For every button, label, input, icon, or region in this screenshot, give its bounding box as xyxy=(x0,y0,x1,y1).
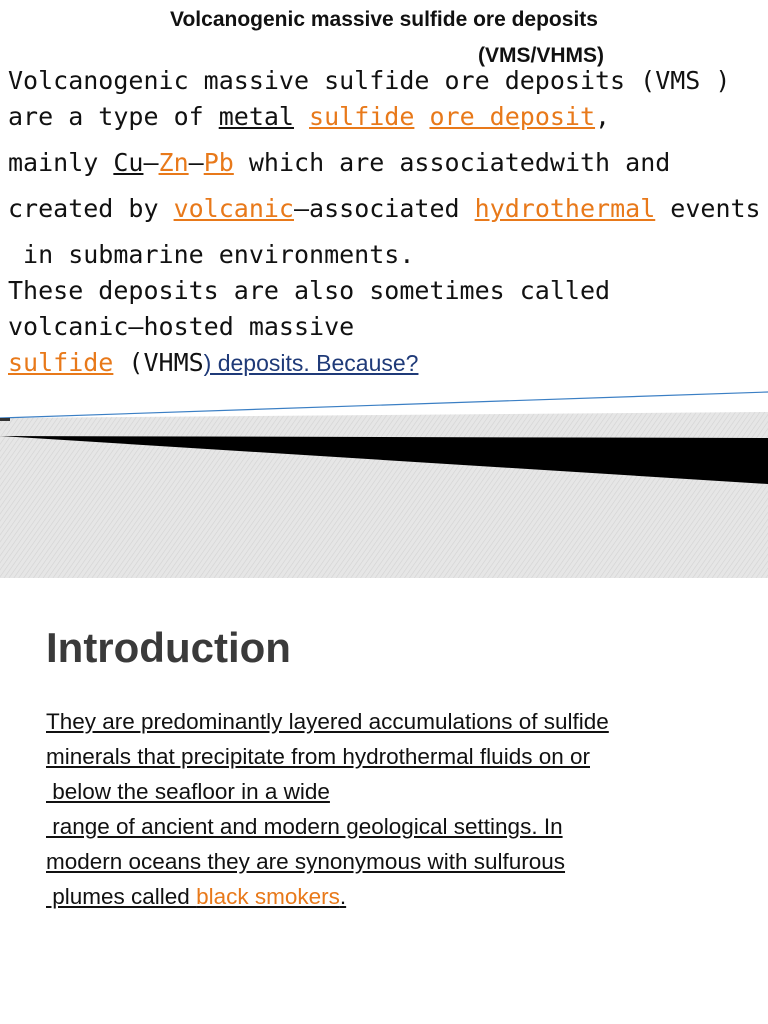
slide-title: Volcanogenic massive sulfide ore deposits xyxy=(170,8,598,31)
link-deposits-because[interactable]: ) deposits. Because? xyxy=(203,350,419,376)
text-line-8 xyxy=(8,348,418,377)
link-volcanic[interactable]: volcanic xyxy=(173,194,294,223)
body-line-5: modern oceans they are synonymous with sulfurous xyxy=(46,849,566,874)
body-line-6 xyxy=(46,884,346,910)
text-line-7: volcanic–hosted massive xyxy=(8,312,355,341)
text-segment: events xyxy=(655,194,761,223)
link-black-smokers[interactable]: black smokers xyxy=(196,884,340,909)
text-segment: – xyxy=(188,148,204,177)
link-ore-deposit[interactable]: ore deposit xyxy=(429,102,596,131)
text-segment xyxy=(414,102,429,131)
text-segment: created by xyxy=(8,194,174,223)
text-line-1: Volcanogenic massive sulfide ore deposits (VMS ) xyxy=(8,66,731,95)
link-zn[interactable]: Zn xyxy=(158,148,189,177)
text-line-3 xyxy=(8,148,670,177)
link-metal[interactable]: metal xyxy=(218,102,294,131)
link-sulfide-2[interactable]: sulfide xyxy=(8,348,114,377)
text-segment: – xyxy=(143,148,159,177)
text-segment xyxy=(294,102,309,131)
text-segment: (VHMS xyxy=(113,348,204,377)
slide-title-acronym: (VMS/VHMS) xyxy=(478,44,604,67)
text-line-4 xyxy=(8,194,761,223)
text-line-5: in submarine environments. xyxy=(8,240,415,269)
text-segment: plumes called xyxy=(46,884,197,909)
slide-separator-band xyxy=(0,388,768,578)
link-hydrothermal[interactable]: hydrothermal xyxy=(474,194,656,223)
body-line-4: range of ancient and modern geological settings. In xyxy=(46,814,563,839)
text-line-6: These deposits are also sometimes called xyxy=(8,276,611,305)
band-mark xyxy=(0,418,10,421)
text-segment: are a type of xyxy=(8,102,219,131)
section-heading: Introduction xyxy=(46,624,291,671)
text-segment: . xyxy=(339,884,347,909)
link-sulfide[interactable]: sulfide xyxy=(309,102,415,131)
text-segment: , xyxy=(595,102,611,131)
text-segment: which are associatedwith and xyxy=(233,148,671,177)
body-line-3: below the seafloor in a wide xyxy=(46,779,330,804)
text-segment: mainly xyxy=(8,148,114,177)
text-segment: –associated xyxy=(294,194,475,223)
text-line-2 xyxy=(8,102,610,131)
body-line-2: minerals that precipitate from hydrothermal fluids on or xyxy=(46,744,590,769)
link-cu[interactable]: Cu xyxy=(113,148,144,177)
body-line-1: They are predominantly layered accumulations of sulfide xyxy=(46,709,609,734)
link-pb[interactable]: Pb xyxy=(203,148,234,177)
